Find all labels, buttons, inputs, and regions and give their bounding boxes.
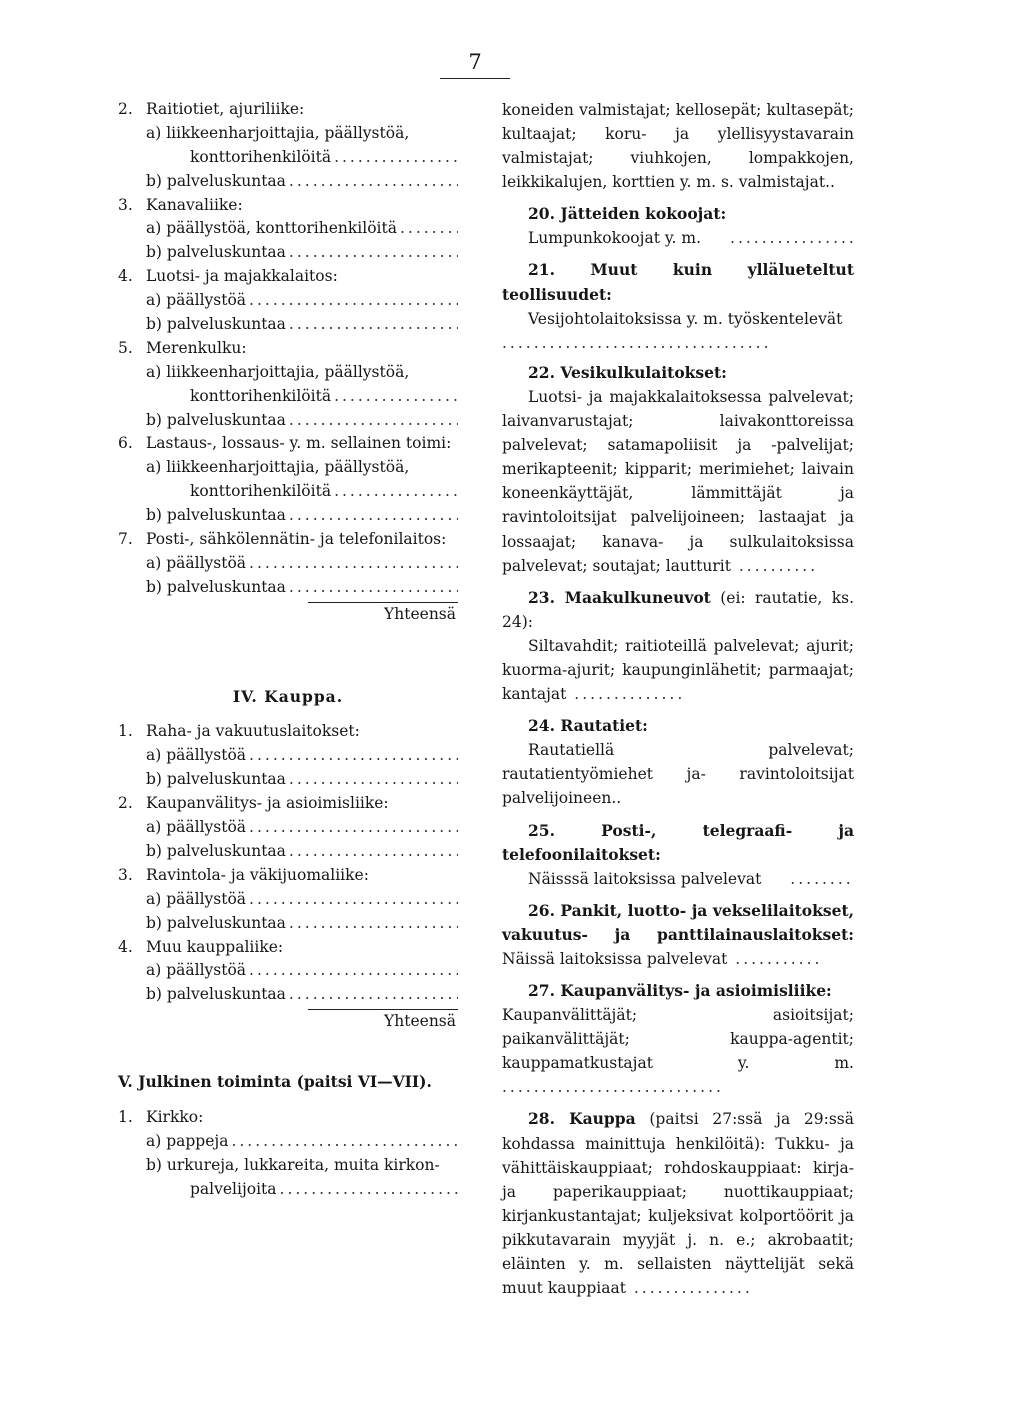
entry-heading: 27. Kaupanvälitys- ja asioimisliike: <box>528 981 832 1000</box>
list-item: a) päällystöä ..... <box>118 816 458 840</box>
list-item: 5. Merenkulku: <box>118 338 247 357</box>
list-item: a) päällystöä ..... <box>118 959 458 983</box>
list-item: 1. Kirkko: <box>118 1107 204 1126</box>
list-item: b) palveluskuntaa ..... <box>118 241 458 265</box>
section-heading: V. Julkinen toiminta (paitsi VI—VII). <box>118 1072 432 1092</box>
list-item: 4. Muu kauppaliike: <box>118 937 284 956</box>
list-item: b) palveluskuntaa ..... <box>118 840 458 864</box>
list-item: 3. Kanavaliike: <box>118 195 243 214</box>
right-column <box>502 98 854 1300</box>
list-item: b) palveluskuntaa ..... <box>118 170 458 194</box>
list-item: 2. Raitiotiet, ajuriliike: <box>118 100 305 118</box>
list-item: a) päällystöä, konttorihenkilöitä ..... <box>118 217 458 241</box>
list-item: b) palveluskuntaa ..... <box>118 912 458 936</box>
list-item: b) palveluskuntaa ..... <box>118 313 458 337</box>
list-item: palvelijoita ..... <box>118 1178 458 1202</box>
entry-heading: 22. Vesikulkulaitokset: <box>528 362 727 382</box>
list-item: a) päällystöä ..... <box>118 888 458 912</box>
entry-body: Vesijohtolaitoksissa y. m. työskentelevät .................................. <box>502 309 843 352</box>
entry-body: Luotsi- ja majakkalaitoksessa palvelevat; laivanvarustajat; laivakonttoreissa palvelevat; satamapoliisit ja -palvelijat; merikapteenit; kipparit; merimiehet; laivain koneenkäyttäjät, lämmittäjät ja ravintoloitsijat palvelijoineen; lastaajat ja lossaajat; kanava- ja sulkulaitoksissa palvelevat; soutajat; lautturit .......... <box>502 387 854 575</box>
list-item: b) palveluskuntaa ..... <box>118 768 458 792</box>
entry-body: Näisssä laitoksissa palvelevat ..... <box>502 867 854 891</box>
list-item: a) liikkeenharjoittajia, päällystöä, <box>146 458 410 477</box>
section-heading: IV. Kauppa. <box>232 686 344 706</box>
entry-heading: 20. Jätteiden kokoojat: <box>528 204 727 224</box>
entry-heading: 23. Maakulkuneuvot (ei: rautatie, ks. 24): <box>502 587 854 631</box>
page-number: 7 <box>440 50 510 79</box>
entry-heading: 24. Rautatiet: <box>528 716 648 736</box>
entry-heading: 26. Pankit, luotto- ja vekselilaitokset, vakuutus- ja panttilainauslaitokset: Näissä laitoksissa palvelevat ........... <box>502 900 854 968</box>
paragraph: koneiden valmistajat; kellosepät; kultasepät; kultaajat; koru- ja ylellisyystavarain valmistajat; viuhkojen, lompakkojen, leikkikalujen, korttien y. m. s. valmistajat.. <box>502 101 854 192</box>
list-item: b) palveluskuntaa ..... <box>118 983 458 1007</box>
list-item: b) palveluskuntaa ..... <box>118 409 458 433</box>
list-item: a) päällystöä ..... <box>118 744 458 768</box>
list-item: b) palveluskuntaa ..... <box>118 576 458 600</box>
list-item: 2. Kaupanvälitys- ja asioimisliike: <box>118 794 389 813</box>
list-item: a) liikkeenharjoittajia, päällystöä, <box>146 362 410 381</box>
entry-body: Siltavahdit; raitioteillä palvelevat; ajurit; kuorma-ajurit; kaupunginlähetit; parmaajat; kantajat .............. <box>502 636 854 704</box>
list-item: a) päällystöä ..... <box>118 552 458 576</box>
entry-heading: 21. Muut kuin yllälueteltut teollisuudet: <box>502 260 854 304</box>
list-item: a) pappeja ..... <box>118 1130 458 1154</box>
list-item: a) liikkeenharjoittajia, päällystöä, <box>146 123 410 142</box>
total-label: Yhteensä <box>384 1012 456 1031</box>
total-label: Yhteensä <box>384 604 456 623</box>
list-item: b) urkureja, lukkareita, muita kirkon- <box>146 1155 440 1174</box>
list-item: konttorihenkilöitä ..... <box>118 385 458 409</box>
list-item: 4. Luotsi- ja majakkalaitos: <box>118 267 338 286</box>
list-item: konttorihenkilöitä ..... <box>118 146 458 170</box>
list-item: konttorihenkilöitä ..... <box>118 480 458 504</box>
list-item: a) päällystöä ..... <box>118 289 458 313</box>
entry-body: Kaupanvälittäjät; asioitsijat; paikanvälittäjät; kauppa-agentit; kauppamatkustajat y. m. ............................ <box>502 1006 854 1097</box>
list-item: 7. Posti-, sähkölennätin- ja telefonilaitos: <box>118 530 447 549</box>
entry-body: Lumpunkokoojat y. m. ..... <box>502 226 854 250</box>
entry-body: Rautatiellä palvelevat; rautatientyömiehet ja- ravintoloitsijat palvelijoineen.. <box>502 741 854 808</box>
list-item: b) palveluskuntaa ..... <box>118 504 458 528</box>
entry-body: 28. Kauppa (paitsi 27:ssä ja 29:ssä kohdassa mainittuja henkilöitä): Tukku- ja vähittäiskauppiaat; rohdoskauppiaat: kirja- ja paperikauppiaat; nuottikauppiaat; kirjankustantajat; kuljeksivat kolportöörit ja pikkutavarain myyjät j. n. e.; akrobaatit; eläinten y. m. sellaisten näyttelijät sekä muut kauppiaat ............... <box>502 1109 854 1298</box>
list-item: 1. Raha- ja vakuutuslaitokset: <box>118 722 360 741</box>
entry-heading: 25. Posti-, telegraafi- ja telefoonilaitokset: <box>502 820 854 864</box>
list-item: 3. Ravintola- ja väkijuomaliike: <box>118 865 369 884</box>
left-column <box>118 98 458 1202</box>
list-item: 6. Lastaus-, lossaus- y. m. sellainen toimi: <box>118 434 452 453</box>
